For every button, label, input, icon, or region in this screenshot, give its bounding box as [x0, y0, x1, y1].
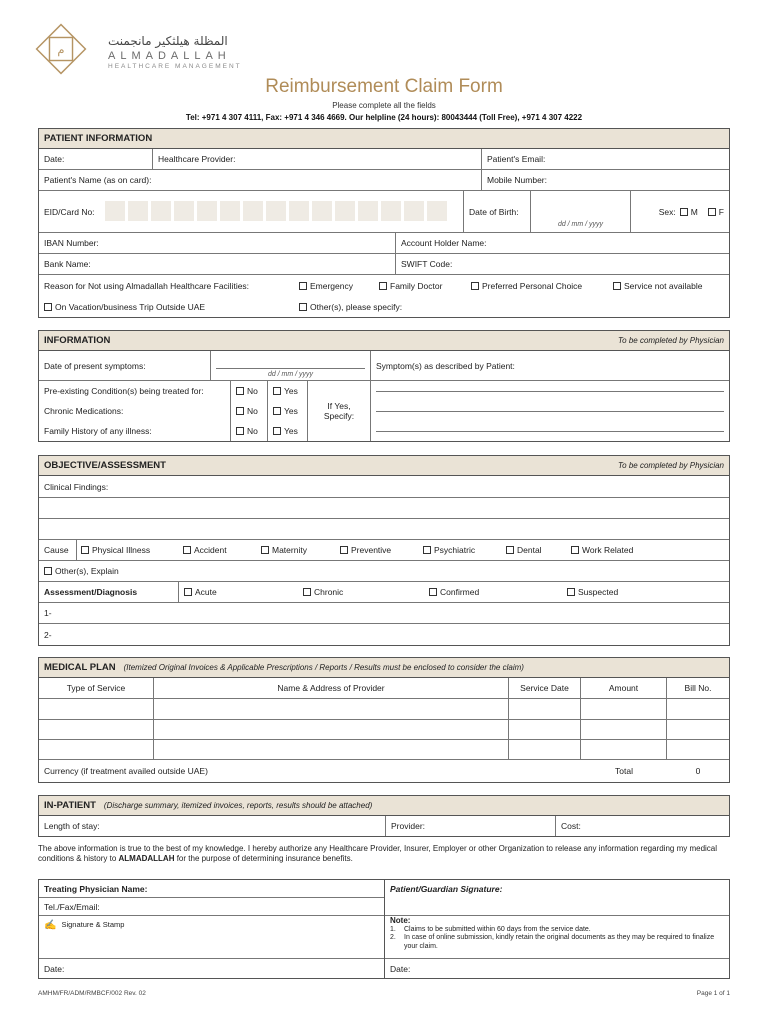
- cause-other-checkbox[interactable]: Other(s), Explain: [39, 561, 729, 581]
- physician-contact-field[interactable]: Tel./Fax/Email:: [44, 901, 100, 912]
- section-header: INFORMATION To be completed by Physician: [39, 331, 729, 351]
- diagnosis-line-2[interactable]: 2-: [44, 629, 52, 640]
- table-row[interactable]: [39, 740, 729, 760]
- in-patient-provider-field[interactable]: Provider:: [386, 816, 556, 836]
- signature-stamp-field[interactable]: ✍ Signature & Stamp: [44, 920, 125, 931]
- physician-date-field[interactable]: Date:: [44, 963, 65, 974]
- pen-icon: ✍: [44, 920, 57, 931]
- section-header: OBJECTIVE/ASSESSMENT To be completed by Physician: [39, 456, 729, 476]
- reason-label: Reason for Not using Almadallah Healthcare Facilities:: [44, 280, 250, 291]
- cause-preventive-checkbox[interactable]: Preventive: [340, 545, 423, 555]
- currency-field[interactable]: Currency (if treatment availed outside UAE): [44, 766, 208, 776]
- length-of-stay-field[interactable]: Length of stay:: [39, 816, 386, 836]
- healthcare-provider-field[interactable]: Healthcare Provider:: [153, 149, 482, 169]
- patient-signature-field[interactable]: Patient/Guardian Signature:: [390, 884, 503, 894]
- date-of-symptoms-field[interactable]: dd / mm / yyyy: [211, 351, 371, 380]
- sex-field: Sex: M F: [658, 206, 724, 217]
- section-header: MEDICAL PLAN (Itemized Original Invoices & Applicable Prescriptions / Reports / Results must be enclosed to consider the claim): [39, 658, 729, 678]
- cause-label: Cause: [39, 540, 77, 560]
- eid-digit-boxes[interactable]: [105, 201, 450, 223]
- reason-family-doctor-checkbox[interactable]: Family Doctor: [374, 275, 466, 296]
- date-field[interactable]: Date:: [39, 149, 153, 169]
- page-number: Page 1 of 1: [696, 990, 730, 997]
- diagnosis-line-1[interactable]: 1-: [44, 608, 52, 618]
- objective-assessment-section: [38, 455, 730, 646]
- logo-arabic-name: المظلة هيلثكير مانجمنت: [108, 34, 228, 48]
- cause-psychiatric-checkbox[interactable]: Psychiatric: [423, 545, 506, 555]
- table-row[interactable]: [39, 699, 729, 720]
- patient-email-field[interactable]: Patient's Email:: [487, 154, 546, 164]
- total-label: Total: [615, 766, 633, 776]
- iban-field[interactable]: IBAN Number:: [39, 233, 396, 253]
- sex-female-checkbox[interactable]: F: [708, 207, 724, 217]
- cause-dental-checkbox[interactable]: Dental: [506, 545, 571, 555]
- table-header-row: Type of Service Name & Address of Provider Service Date Amount Bill No.: [39, 678, 729, 699]
- signature-section: [38, 879, 730, 979]
- eid-field[interactable]: EID/Card No:: [39, 191, 464, 232]
- note-block: Note: 1. Claims to be submitted within 60 days from the service date. 2. In case of online submission, kindly retain the original documents as they may be required to finalize your claim.: [390, 916, 715, 950]
- clinical-findings-line[interactable]: [39, 519, 729, 539]
- logo-name: ALMADALLAH: [108, 50, 231, 62]
- section-header: IN-PATIENT (Discharge summary, itemized invoices, reports, results should be attached): [39, 796, 729, 816]
- yes-checkboxes[interactable]: Yes Yes Yes: [268, 381, 308, 441]
- assessment-suspected-checkbox[interactable]: Suspected: [567, 587, 618, 597]
- patient-name-field[interactable]: Patient's Name (as on card):: [39, 170, 482, 190]
- bank-name-field[interactable]: Bank Name:: [39, 254, 396, 274]
- logo-icon: م: [36, 24, 87, 75]
- condition-labels: Pre-existing Condition(s) being treated for: Chronic Medications: Family History of any illness:: [39, 381, 231, 441]
- sex-male-checkbox[interactable]: M: [680, 207, 698, 217]
- cause-maternity-checkbox[interactable]: Maternity: [261, 545, 340, 555]
- account-holder-field[interactable]: Account Holder Name:: [401, 238, 487, 248]
- table-row[interactable]: [39, 720, 729, 740]
- reason-other-checkbox[interactable]: Other(s), please specify:: [294, 296, 729, 317]
- reason-not-available-checkbox[interactable]: Service not available: [608, 275, 729, 296]
- symptoms-field[interactable]: Symptom(s) as described by Patient:: [376, 360, 515, 371]
- patient-date-field[interactable]: Date:: [390, 963, 411, 974]
- assessment-confirmed-checkbox[interactable]: Confirmed: [429, 587, 567, 597]
- specify-lines[interactable]: [371, 381, 729, 441]
- cause-accident-checkbox[interactable]: Accident: [183, 545, 261, 555]
- assessment-acute-checkbox[interactable]: Acute: [184, 587, 303, 597]
- date-of-birth-label: Date of Birth:: [464, 191, 531, 232]
- logo-subtitle: HEALTHCARE MANAGEMENT: [108, 63, 242, 70]
- cause-options: [77, 540, 729, 560]
- form-title: Reimbursement Claim Form: [265, 76, 503, 97]
- reason-emergency-checkbox[interactable]: Emergency: [294, 275, 374, 296]
- assessment-chronic-checkbox[interactable]: Chronic: [303, 587, 429, 597]
- clinical-findings-line[interactable]: [39, 498, 729, 518]
- section-header: PATIENT INFORMATION: [39, 129, 729, 149]
- reason-personal-choice-checkbox[interactable]: Preferred Personal Choice: [466, 275, 608, 296]
- no-checkboxes[interactable]: No No No: [231, 381, 268, 441]
- medical-plan-section: [38, 657, 730, 783]
- cause-work-related-checkbox[interactable]: Work Related: [571, 545, 633, 555]
- physician-name-field[interactable]: Treating Physician Name:: [44, 883, 148, 894]
- cost-field[interactable]: Cost:: [561, 821, 581, 831]
- contact-line: Tel: +971 4 307 4111, Fax: +971 4 346 4669. Our helpline (24 hours): 80043444 (Toll Free), +971 4 307 4222: [185, 113, 583, 122]
- if-yes-label: If Yes, Specify:: [308, 381, 371, 441]
- mobile-number-field[interactable]: Mobile Number:: [487, 175, 547, 185]
- form-code: AMHM/FR/ADM/RMBCF/002 Rev. 02: [38, 990, 146, 997]
- clinical-findings-field[interactable]: Clinical Findings:: [44, 481, 109, 492]
- cause-physical-illness-checkbox[interactable]: Physical Illness: [81, 545, 183, 555]
- date-of-symptoms-label: Date of present symptoms:: [39, 351, 211, 380]
- information-section: [38, 330, 730, 442]
- assessment-label: Assessment/Diagnosis: [39, 582, 179, 602]
- form-subtitle: Please complete all the fields: [332, 101, 436, 110]
- in-patient-section: [38, 795, 730, 837]
- reason-vacation-checkbox[interactable]: On Vacation/business Trip Outside UAE: [39, 296, 294, 317]
- declaration-text: The above information is true to the best of my knowledge. I hereby authorize any Healthcare Provider, Insurer, Employer or other Organization to release any information regarding my medical conditions & history to ALMADALLAH for the purpose of determining insurance benefits.: [38, 844, 718, 863]
- assessment-options: [179, 582, 729, 602]
- date-of-birth-field[interactable]: dd / mm / yyyy: [531, 191, 631, 232]
- swift-code-field[interactable]: SWIFT Code:: [401, 259, 453, 269]
- total-value: 0: [695, 766, 701, 776]
- patient-information-section: [38, 128, 730, 318]
